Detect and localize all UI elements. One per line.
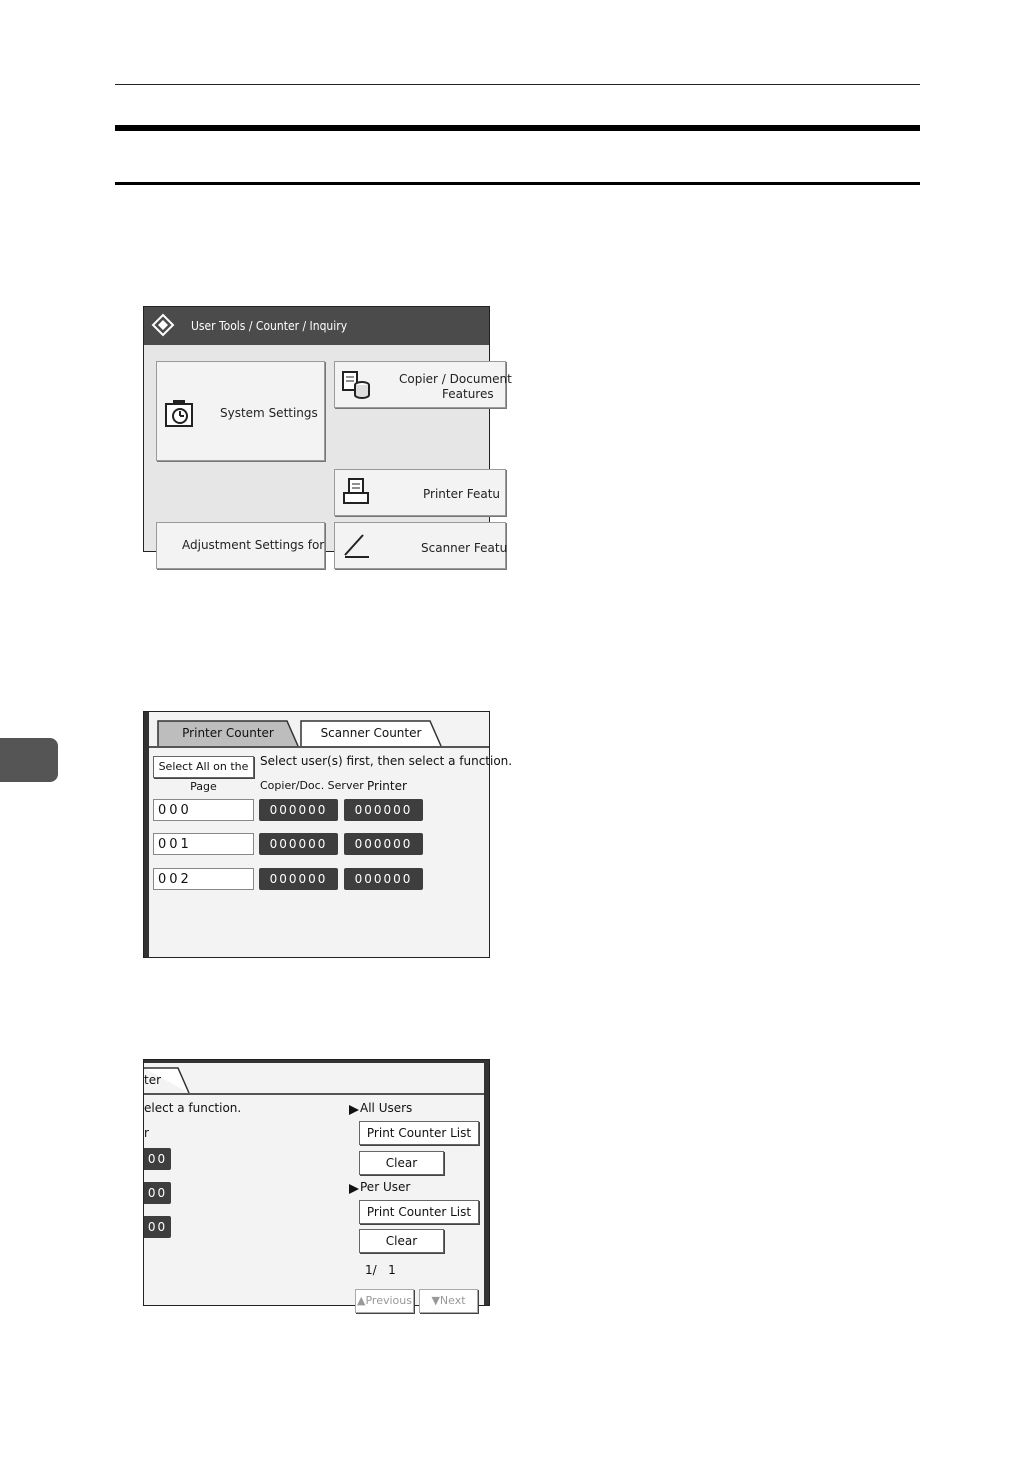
printer-counter-partial: 00: [144, 1182, 171, 1204]
adjustment-settings-button[interactable]: [156, 522, 325, 569]
printer-counter-screenshot: [143, 711, 513, 958]
previous-button[interactable]: [355, 1289, 414, 1313]
copier-icon: [341, 370, 371, 400]
triangle-right-icon: [348, 1104, 360, 1116]
page-indicator: 1/ 1: [365, 1263, 396, 1277]
chapter-thumb-tab: [0, 738, 58, 782]
scanner-icon: [341, 529, 371, 559]
counter-functions-screenshot: [143, 1059, 490, 1306]
printer-counter-partial: 00: [144, 1148, 171, 1170]
printer-features-button[interactable]: [334, 469, 506, 516]
copier-counter: 000000: [259, 868, 338, 890]
tab-scanner-counter-label: Scanner Counter: [320, 726, 422, 740]
system-settings-label: System Settings: [220, 406, 318, 420]
triangle-right-icon: [348, 1183, 360, 1195]
printer-features-label: Printer Featu: [423, 487, 501, 501]
header-rule: [115, 84, 920, 85]
scanner-features-label: Scanner Featu: [421, 541, 508, 555]
column-header-printer: Printer: [367, 779, 407, 793]
per-user-clear-button[interactable]: Clear: [359, 1229, 444, 1253]
tab-printer-counter-label: Printer Counter: [182, 726, 274, 740]
tab-baseline: [144, 1093, 484, 1095]
copier-label-line2: Features: [442, 387, 494, 401]
system-settings-button[interactable]: [156, 361, 325, 461]
previous-label: Previous: [365, 1294, 412, 1307]
select-all-on-page-button[interactable]: Select All on the Page: [153, 756, 254, 778]
title-bar: [144, 307, 489, 345]
user-cell[interactable]: 001: [153, 833, 254, 855]
user-tools-screenshot: [143, 306, 512, 555]
user-tools-logo-icon: [152, 314, 174, 336]
user-cell[interactable]: 002: [153, 868, 254, 890]
section-rule-top: [115, 125, 920, 131]
tab-printer-counter[interactable]: [157, 720, 299, 746]
page-title: User Tools / Counter / Inquiry: [191, 319, 348, 333]
copier-document-features-button[interactable]: [334, 361, 512, 408]
instruction-text-partial: elect a function.: [144, 1101, 242, 1115]
column-header-copier: Copier/Doc. Server: [260, 779, 364, 792]
tab-scanner-counter[interactable]: [300, 720, 442, 746]
triangle-up-icon: ▲: [357, 1294, 366, 1307]
user-cell[interactable]: 000: [153, 799, 254, 821]
tab-fragment-label: ter: [144, 1073, 162, 1087]
next-label: Next: [439, 1294, 466, 1307]
left-border: [144, 712, 149, 957]
adjustment-settings-label: Adjustment Settings for: [182, 538, 325, 552]
top-border: [144, 1060, 484, 1063]
copier-counter: 000000: [259, 833, 338, 855]
right-border: [484, 1060, 489, 1305]
printer-counter: 000000: [344, 868, 423, 890]
system-settings-icon: [163, 398, 195, 428]
tab-scanner-counter-partial[interactable]: [144, 1067, 190, 1093]
section-rule-bottom: [115, 182, 920, 185]
triangle-down-icon: ▼: [431, 1294, 440, 1307]
printer-icon: [341, 477, 371, 507]
printer-counter-partial: 00: [144, 1216, 171, 1238]
all-users-clear-button[interactable]: Clear: [359, 1151, 444, 1175]
per-user-print-counter-list-button[interactable]: Print Counter List: [359, 1200, 479, 1224]
printer-counter: 000000: [344, 833, 423, 855]
printer-counter: 000000: [344, 799, 423, 821]
next-button[interactable]: [419, 1289, 478, 1313]
all-users-heading: All Users: [360, 1101, 413, 1115]
column-header-partial: r: [144, 1126, 149, 1140]
instruction-text: Select user(s) first, then select a function.: [260, 754, 513, 768]
copier-label-line1: Copier / Document: [399, 372, 512, 386]
all-users-print-counter-list-button[interactable]: Print Counter List: [359, 1121, 479, 1145]
scanner-features-button[interactable]: [334, 522, 506, 569]
copier-counter: 000000: [259, 799, 338, 821]
per-user-heading: Per User: [360, 1180, 411, 1194]
